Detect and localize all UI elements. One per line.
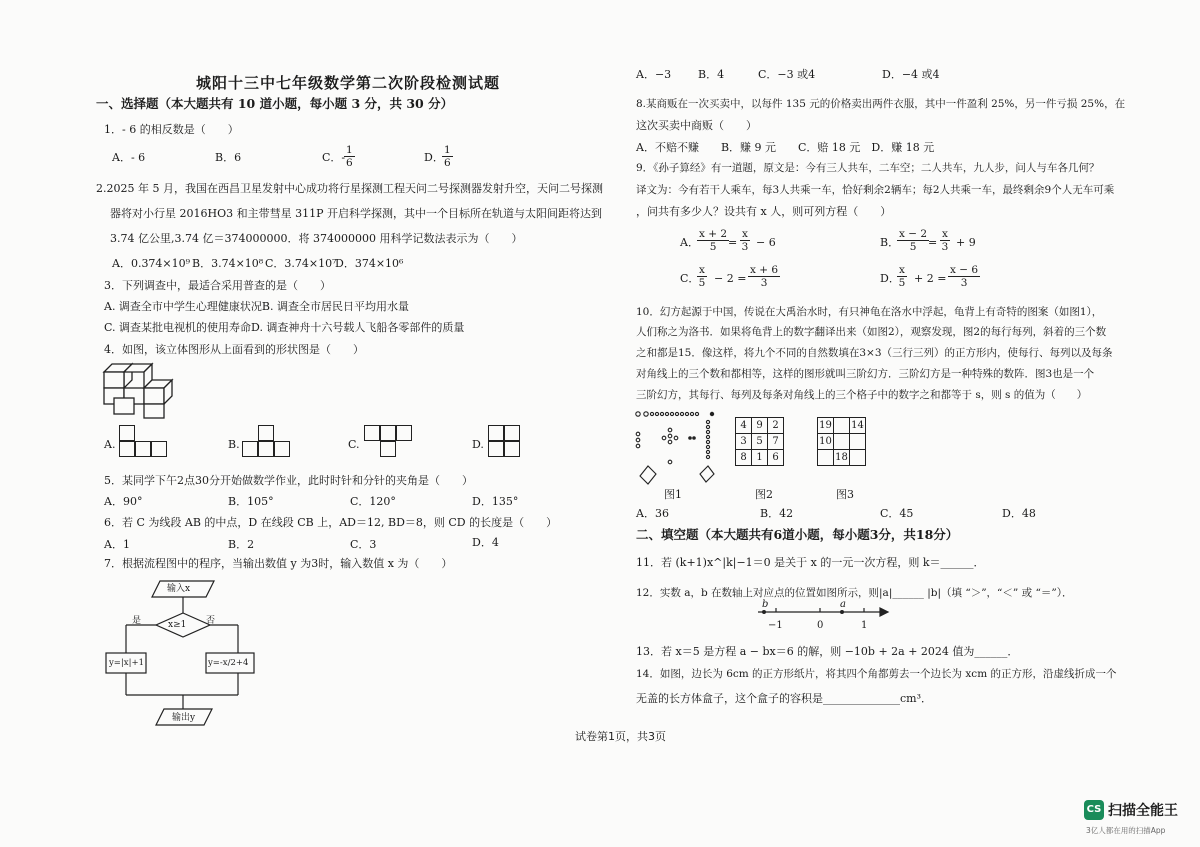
q7-condition-label: x≥1 [168, 620, 187, 630]
q4-option-b: B. [228, 438, 240, 451]
section-1-heading: 一、选择题（本大题共有 10 道小题，每小题 3 分，共 30 分） [96, 96, 454, 111]
q7-yes-label: 是 [132, 616, 142, 626]
q14-line2: 无盖的长方体盒子，这个盒子的容积是______________cm³． [636, 692, 932, 705]
q9-option-c: C． [680, 272, 700, 285]
q2-line2: 器将对小行星 2016HO3 和主带彗星 311P 开启科学探测，其中一个目标所在轨道与太阳间距将达到 [110, 207, 602, 220]
q7-stem: 7．根据流程图中的程序，当输出数值 y 为3时，输入数值 x 为（ ） [104, 557, 453, 570]
q9-line2: 译文为：今有若干人乘车，每3人共乘一车，恰好剩余2辆车；每2人共乘一车，最终剩余9个人无车可乘 [636, 184, 1115, 196]
q12-stem: 12．实数 a，b 在数轴上对应点的位置如图所示，则|a|______ |b|（填 “＞”，“＜” 或 “＝”）． [636, 587, 1073, 599]
q2-option-d: D．374×10⁶ [335, 257, 404, 270]
q7-input-label: 输入x [167, 584, 191, 594]
q8-options: A．不赔不赚 B．赚 9 元 C．赔 18 元 D．赚 18 元 [636, 141, 935, 154]
q13-stem: 13．若 x＝5 是方程 a − bx＝6 的解，则 −10b + 2a + 2024 值为______． [636, 645, 1019, 658]
q6-option-c: C．3 [350, 538, 377, 551]
q7-no-label: 否 [206, 616, 216, 626]
q10-fig2-caption: 图2 [755, 488, 773, 501]
q2-option-c: C．3.74×10⁷ [265, 257, 337, 270]
q10-option-c: C．45 [880, 507, 914, 520]
q12-tick-zero: 0 [817, 620, 824, 631]
q2-option-b: B．3.74×10⁸ [192, 257, 264, 270]
q1-stem: 1．- 6 的相反数是（ ） [104, 123, 239, 136]
q4-stem: 4．如图，该立体图形从上面看到的形状图是（ ） [104, 343, 364, 356]
q2-line1: 2.2025 年 5 月，我国在西昌卫星发射中心成功将行星探测工程天问二号探测器发射升空，天问二号探测 [96, 182, 603, 195]
q7-left-formula: y=|x|+1 [109, 658, 144, 668]
q2-option-a: A．0.374×10⁹ [112, 257, 191, 270]
q1-option-c-fraction: $\frac{1}{6}$ [346, 144, 353, 169]
q9-option-d: D． [880, 272, 900, 285]
q5-option-a: A．90° [104, 495, 143, 508]
q6-stem: 6．若 C 为线段 AB 的中点，D 在线段 CB 上，AD＝12, BD＝8，则 CD 的长度是（ ） [104, 516, 558, 529]
q10-line1: 10．幻方起源于中国，传说在大禹治水时，有只神龟在洛水中浮起，龟背上有奇特的图案（如图1）， [636, 306, 1103, 318]
q10-fig1-caption: 图1 [664, 488, 682, 501]
q4-option-c: C. [348, 438, 360, 451]
q7-option-c: C．−3 或4 [758, 68, 816, 81]
q4-option-a: A. [104, 438, 116, 451]
q9-line3: ，问共有多少人？设共有 x 人，则可列方程（ ） [636, 205, 892, 218]
q12-point-b: b [762, 599, 769, 610]
q10-line4: 对角线上的三个数和都相等，这样的图形就叫三阶幻方．三阶幻方是一种特殊的数阵．图3也是一个 [636, 368, 1095, 380]
camscanner-tagline: 3亿人都在用的扫描App [1086, 826, 1166, 835]
q7-output-label: 输出y [172, 713, 196, 723]
q6-option-b: B．2 [228, 538, 255, 551]
q7-option-d: D．−4 或4 [882, 68, 940, 81]
q12-point-a: a [840, 599, 846, 610]
q10-option-d: D．48 [1002, 507, 1036, 520]
section-2-heading: 二、填空题（本大题共有6道小题，每小题3分，共18分） [636, 527, 959, 542]
q5-stem: 5．某同学下午2点30分开始做数学作业，此时时针和分针的夹角是（ ） [104, 474, 473, 487]
q10-option-a: A．36 [636, 507, 669, 520]
q10-option-b: B．42 [760, 507, 794, 520]
q5-option-d: D．135° [472, 495, 519, 508]
q12-tick-one: 1 [861, 620, 868, 631]
q7-option-a: A．−3 [636, 68, 672, 81]
q1-option-d-fraction: $\frac{1}{6}$ [444, 144, 451, 169]
q10-luoshu-figure [632, 406, 718, 492]
q6-option-d: D．4 [472, 536, 499, 549]
q6-option-a: A．1 [104, 538, 130, 551]
q8-line1: 8.某商贩在一次买卖中，以每件 135 元的价格卖出两件衣服，其中一件盈利 25%，另一件亏损 25%，在 [636, 98, 1126, 110]
q10-grid-3: 19 14 10 18 [817, 417, 866, 466]
q1-option-a: A．- 6 [112, 151, 146, 164]
q9-option-b: B． [880, 236, 900, 249]
q9-option-a: A． [680, 236, 699, 249]
q3-options-cd: C. 调查某批电视机的使用寿命D. 调查神舟十六号载人飞船各零部件的质量 [104, 321, 465, 334]
q8-line2: 这次买卖中商贩（ ） [636, 119, 757, 132]
camscanner-logo: CS [1084, 800, 1104, 820]
q14-line1: 14．如图，边长为 6cm 的正方形纸片，将其四个角都剪去一个边长为 xcm 的正方形，沿虚线折成一个 [636, 668, 1117, 680]
q10-line5: 三阶幻方，其每行、每列及每条对角线上的三个格子中的数字之和都等于 s，则 s 的值为（ ） [636, 389, 1088, 401]
q4-solid-figure [100, 360, 210, 422]
q7-option-b: B．4 [698, 68, 725, 81]
q1-option-c: C．- [322, 151, 346, 164]
q10-grid-2: 4 9 2 3 5 7 8 1 6 [735, 417, 784, 466]
q5-option-c: C．120° [350, 495, 396, 508]
q1-option-b: B．6 [215, 151, 242, 164]
q9-line1: 9．《孙子算经》有一道题，原文是：今有三人共车，二车空；二人共车，九人步，问人与车各几何？ [636, 162, 1100, 174]
q7-right-formula: y=-x/2+4 [208, 658, 249, 668]
q4-option-d: D. [472, 438, 484, 451]
q10-line2: 人们称之为洛书．如果将龟背上的数字翻译出来（如图2），观察发现，图2的每行每列，斜着的三个数 [636, 326, 1107, 338]
q3-stem: 3．下列调查中，最适合采用普查的是（ ） [104, 279, 331, 292]
camscanner-name: 扫描全能王 [1108, 803, 1178, 819]
exam-title: 城阳十三中七年级数学第二次阶段检测试题 [196, 74, 501, 92]
q10-line3: 之和都是15．像这样，将九个不同的自然数填在3×3（三行三列）的正方形内，使每行、每列以及每条 [636, 347, 1113, 359]
q1-option-d: D． [424, 151, 444, 164]
q10-fig3-caption: 图3 [836, 488, 854, 501]
q5-option-b: B．105° [228, 495, 274, 508]
q12-tick-minus-one: −1 [768, 620, 783, 631]
page-footer: 试卷第1页，共3页 [575, 730, 666, 743]
q2-line3: 3.74 亿公里,3.74 亿＝374000000．将 374000000 用科学记数法表示为（ ） [110, 232, 523, 245]
q11-stem: 11．若 (k+1)x^|k|−1＝0 是关于 x 的一元一次方程，则 k＝______． [636, 556, 985, 569]
q3-options-ab: A. 调查全市中学生心理健康状况B. 调查全市居民日平均用水量 [104, 300, 410, 313]
